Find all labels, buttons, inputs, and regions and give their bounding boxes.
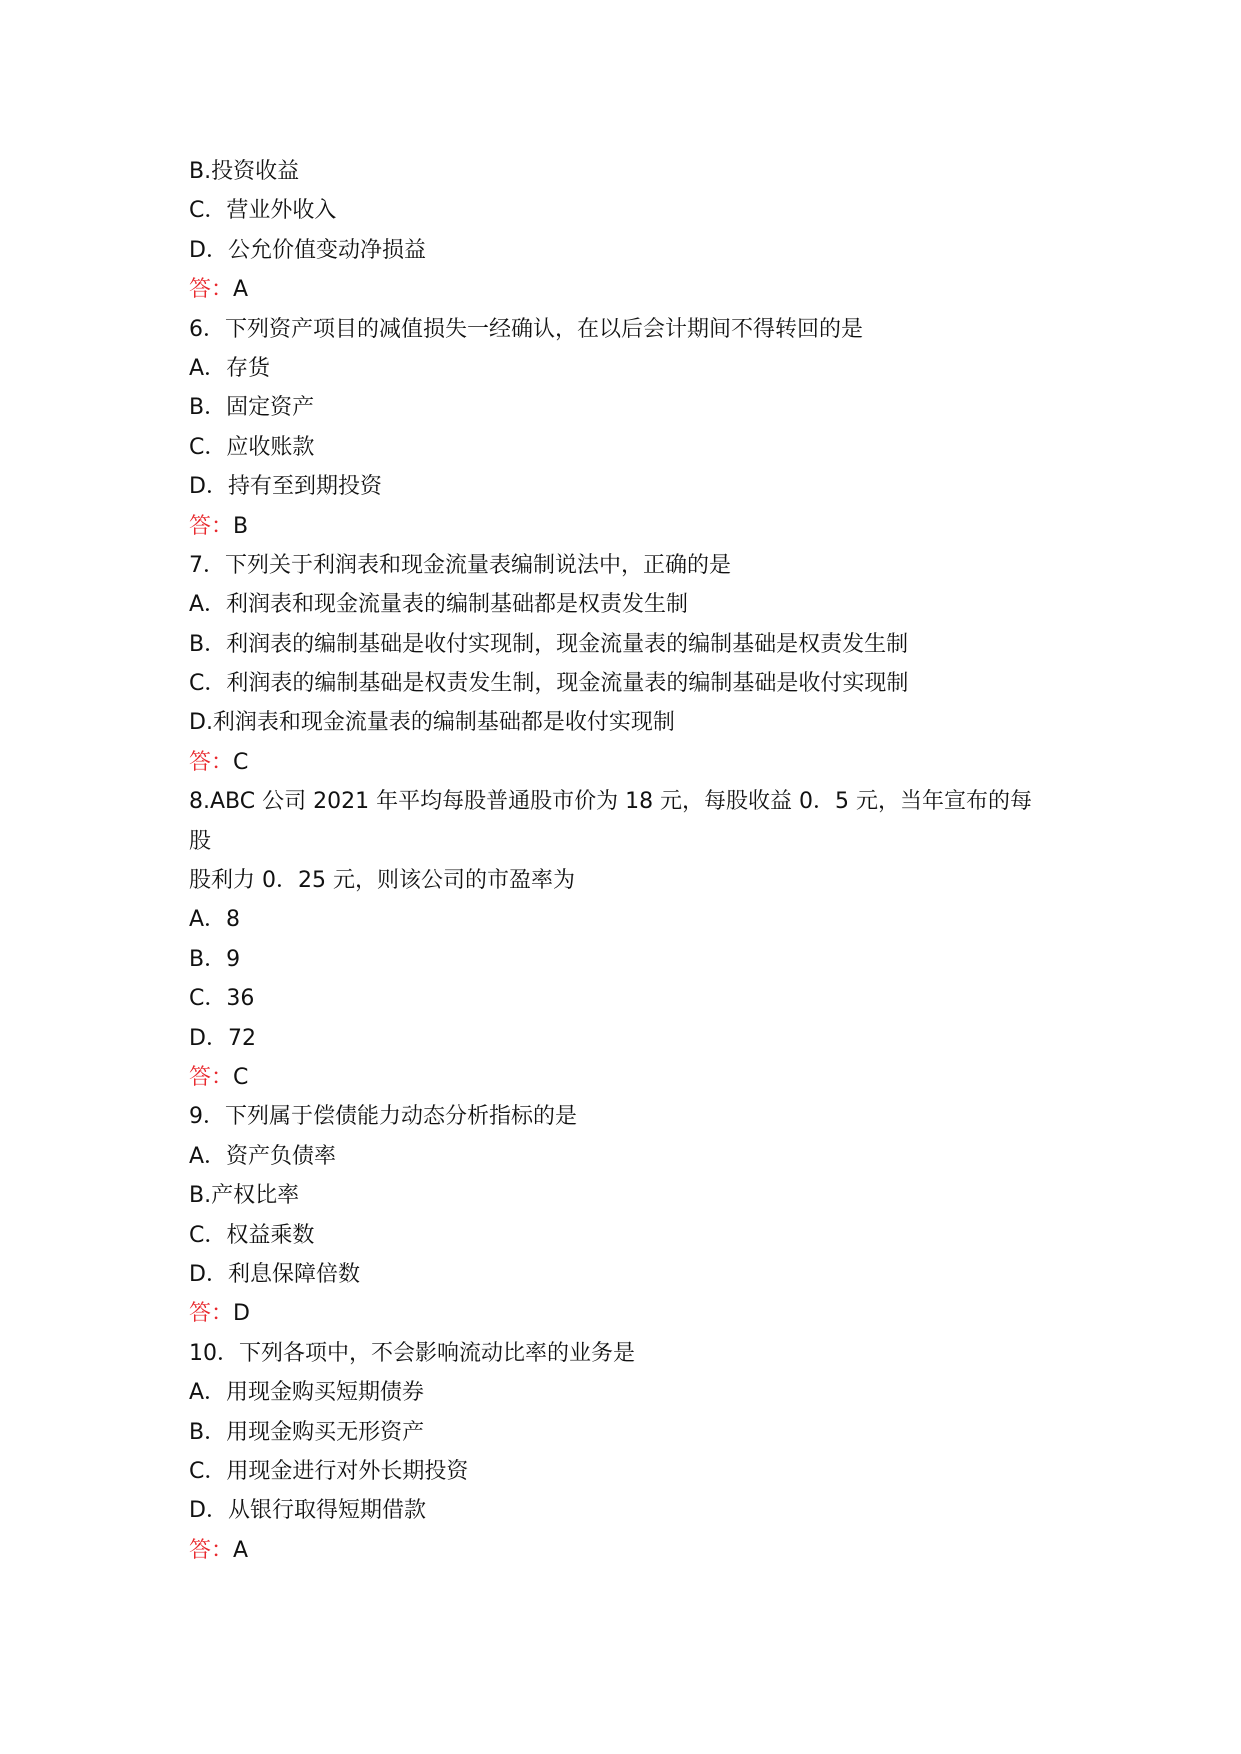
- option-text: A．8: [189, 907, 241, 933]
- answer-label: 答：: [189, 513, 234, 539]
- option-text: B.产权比率: [189, 1183, 300, 1209]
- option-text: D．公允价值变动净损益: [189, 237, 426, 263]
- answer-value: C: [233, 1064, 249, 1090]
- option-text: B.投资收益: [189, 159, 300, 184]
- question-text: 8.ABC 公司 2021 年平均每股普通股市价为 18 元，每股收益 0．5 元，当年宣布的每: [189, 789, 1033, 815]
- answer-line: [189, 1058, 1069, 1097]
- question-text: 7．下列关于利润表和现金流量表编制说法中，正确的是: [189, 552, 731, 578]
- document-page: [189, 152, 1069, 1570]
- option-text: D．72: [189, 1025, 256, 1051]
- option-text: D．从银行取得短期借款: [189, 1498, 426, 1524]
- option-text: D．持有至到期投资: [189, 474, 382, 500]
- answer-label: 答：: [189, 277, 234, 303]
- option-text: C．权益乘数: [189, 1222, 315, 1248]
- option-text: D.利润表和现金流量表的编制基础都是收付实现制: [189, 710, 675, 736]
- answer-value: C: [233, 749, 249, 775]
- option-text: B．利润表的编制基础是收付实现制，现金流量表的编制基础是权责发生制: [189, 631, 909, 657]
- option-text: A．存货: [189, 355, 271, 381]
- answer-label: 答：: [189, 1064, 234, 1090]
- answer-label: 答：: [189, 1301, 234, 1327]
- option-text: C．用现金进行对外长期投资: [189, 1458, 469, 1484]
- answer-line: [189, 743, 1069, 782]
- question-text: 10．下列各项中，不会影响流动比率的业务是: [189, 1340, 635, 1366]
- option-text: A．资产负债率: [189, 1143, 337, 1169]
- option-text: D．利息保障倍数: [189, 1261, 360, 1287]
- answer-label: 答：: [189, 1537, 234, 1563]
- option-text: B．9: [189, 946, 241, 972]
- option-text: C．36: [189, 986, 255, 1012]
- option-text: B．固定资产: [189, 395, 315, 421]
- question-text: 6．下列资产项目的减值损失一经确认，在以后会计期间不得转回的是: [189, 316, 863, 342]
- option-text: C．应收账款: [189, 434, 315, 460]
- answer-value: A: [233, 277, 249, 303]
- option-text: A．利润表和现金流量表的编制基础都是权责发生制: [189, 592, 689, 618]
- answer-value: D: [233, 1301, 250, 1327]
- option-text: B．用现金购买无形资产: [189, 1419, 425, 1445]
- question-text: 9．下列属于偿债能力动态分析指标的是: [189, 1104, 577, 1130]
- question-text: 股利力 0．25 元，则该公司的市盈率为: [189, 868, 575, 894]
- option-text: C．利润表的编制基础是权责发生制，现金流量表的编制基础是收付实现制: [189, 671, 909, 697]
- question-text: 股: [189, 828, 212, 854]
- answer-line: [189, 1294, 1069, 1333]
- answer-line: [189, 1531, 1069, 1570]
- answer-value: A: [233, 1537, 249, 1563]
- answer-line: [189, 270, 1069, 309]
- option-text: C．营业外收入: [189, 198, 337, 224]
- option-text: A．用现金购买短期债券: [189, 1380, 425, 1406]
- answer-line: [189, 507, 1069, 546]
- answer-label: 答：: [189, 749, 234, 775]
- answer-value: B: [233, 513, 249, 539]
